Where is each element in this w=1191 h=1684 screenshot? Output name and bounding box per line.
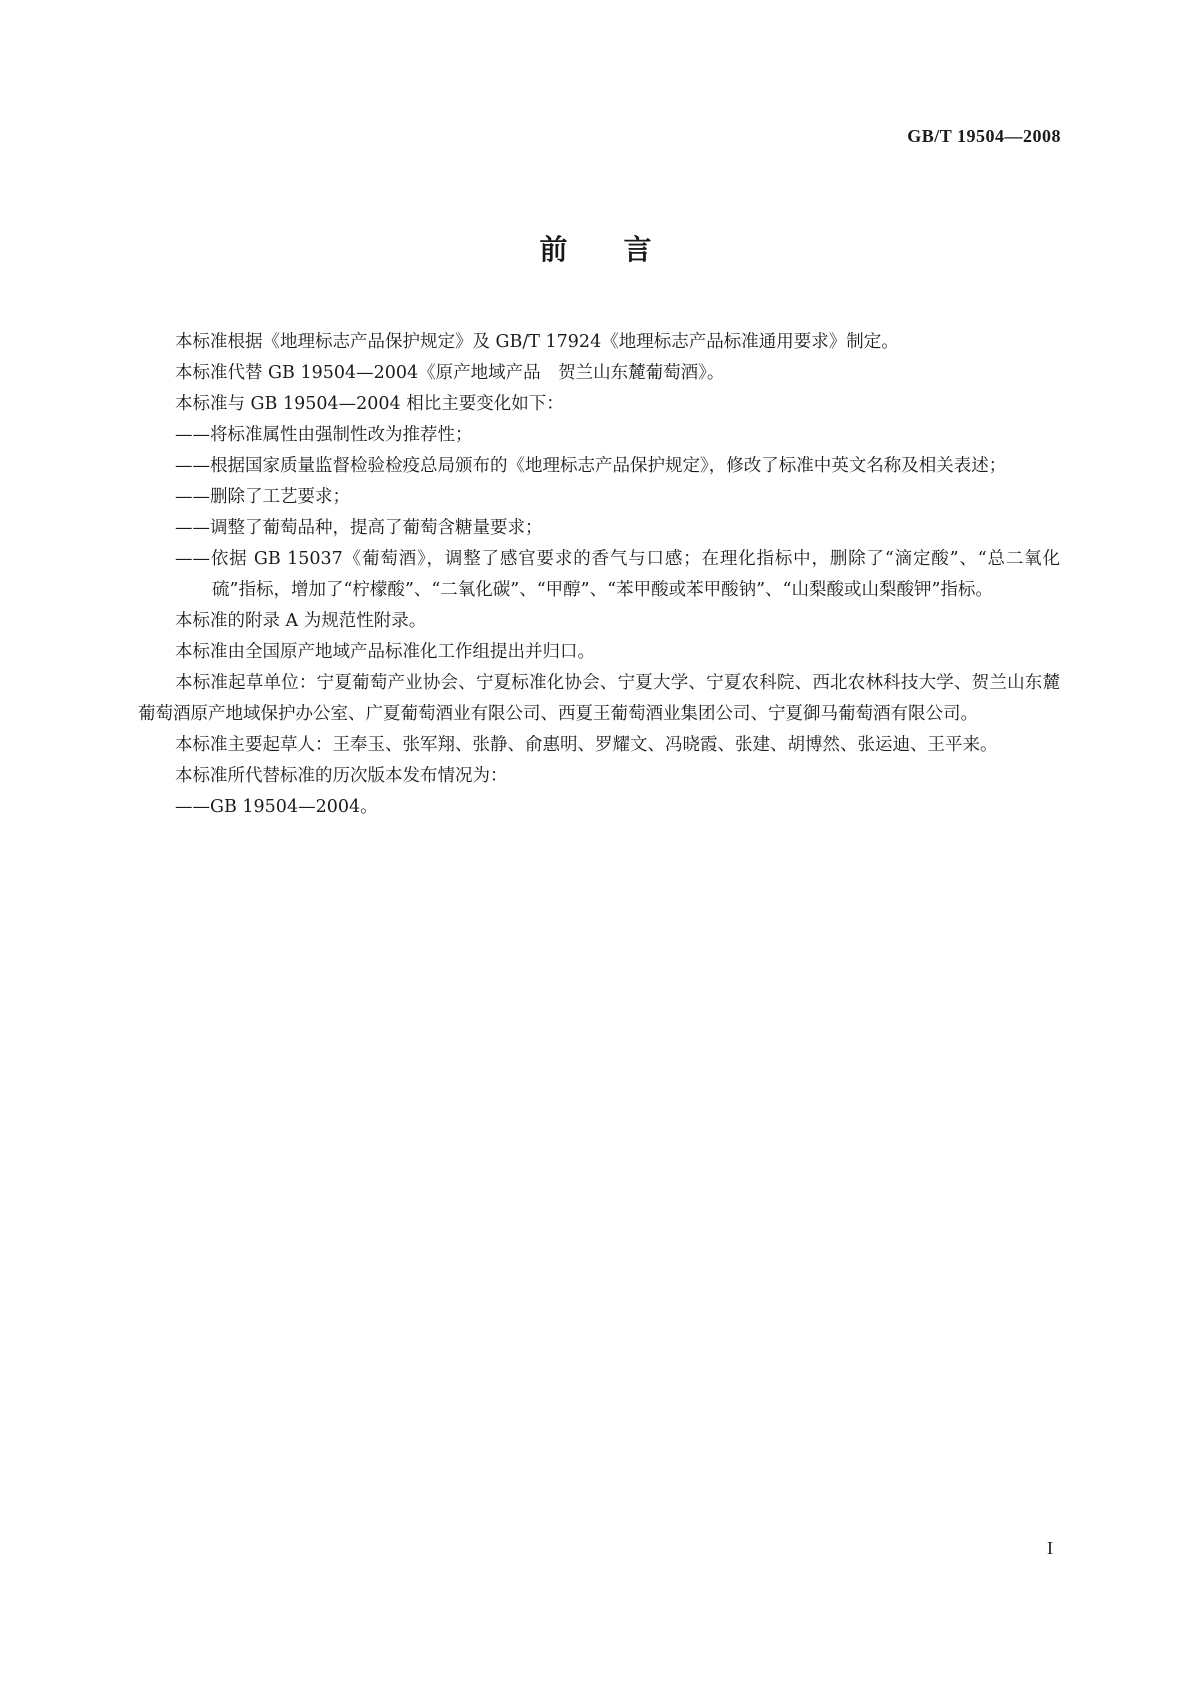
history-item: ——GB 19504—2004。 [175,797,378,817]
change-item: ——删除了工艺要求； [175,487,350,507]
paragraph-drafting-units: 本标准起草单位：宁夏葡萄产业协会、宁夏标准化协会、宁夏大学、宁夏农科院、西北农林科技大学、贺兰山东麓葡萄酒原产地域保护办公室、广夏葡萄酒业有限公司、西夏王葡萄酒业集团公司、宁夏御马葡萄酒有限公司。 [138,673,1060,724]
paragraph-replaces: 本标准代替 GB 19504—2004《原产地域产品 贺兰山东麓葡萄酒》。 [175,363,725,383]
paragraph-changes-intro: 本标准与 GB 19504—2004 相比主要变化如下： [175,394,564,414]
paragraph-basis: 本标准根据《地理标志产品保护规定》及 GB/T 17924《地理标志产品标准通用要求》制定。 [175,332,899,352]
paragraph-proposer: 本标准由全国原产地域产品标准化工作组提出并归口。 [175,642,595,662]
page-number: I [1047,1538,1053,1558]
change-item: ——调整了葡萄品种，提高了葡萄含糖量要求； [175,518,543,538]
page-title: 前言 [539,233,708,266]
change-item: ——将标准属性由强制性改为推荐性； [175,425,473,445]
standard-code: GB/T 19504—2008 [907,126,1061,146]
document-body [138,327,1060,823]
paragraph-history-intro: 本标准所代替标准的历次版本发布情况为： [175,766,508,786]
change-item: ——根据国家质量监督检验检疫总局颁布的《地理标志产品保护规定》，修改了标准中英文名称及相关表述； [175,456,1007,476]
paragraph-drafters: 本标准主要起草人：王奉玉、张军翔、张静、俞惠明、罗耀文、冯晓霞、张建、胡博然、张运迪、王平来。 [175,735,998,755]
change-item: ——依据 GB 15037《葡萄酒》，调整了感官要求的香气与口感；在理化指标中，删除了“滴定酸”、“总二氧化硫”指标，增加了“柠檬酸”、“二氧化碳”、“甲醇”、“苯甲酸或苯甲酸钠”、“山梨酸或山梨酸钾”指标。 [175,549,1060,600]
paragraph-appendix: 本标准的附录 A 为规范性附录。 [175,611,427,631]
